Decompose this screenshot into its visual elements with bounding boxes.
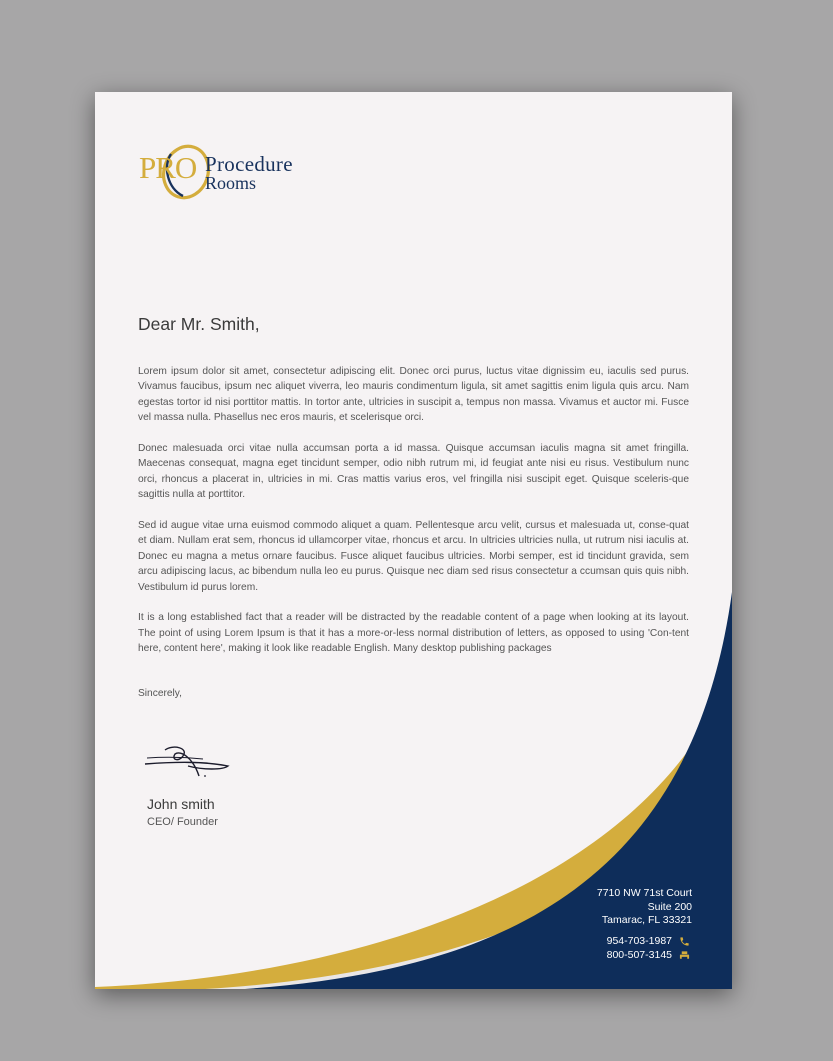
signature-icon [143, 744, 233, 786]
phone-number: 954-703-1987 [606, 935, 672, 947]
logo-line-2: Rooms [205, 173, 257, 193]
fax-number: 800-507-3145 [606, 949, 672, 961]
signer-name: John smith [147, 796, 215, 812]
paragraph-3: Sed id augue vitae urna euismod commodo aliquet a quam. Pellentesque arcu velit, cursus et malesuada ut, conse-quat et diam. Nullam erat sem, rhoncus id ullamcorper vitae, rhoncus et arcu. In ultricies ultricies nulla, ut rutrum nisi iaculis at. Donec eu magna a metus ornare faucibus. Fusce aliquet faucibus ultricies. Morbi semper, est id tincidunt gravida, sem arcu adipiscing lacus, ac bibendum nulla leo eu purus. Quisque nec diam sed risus consectetur a ccumsan quis quis nibh. Vestibulum id purus lorem. [138, 520, 689, 593]
salutation: Dear Mr. Smith, [138, 314, 260, 334]
phone-icon [679, 936, 690, 947]
letter-body [138, 364, 689, 672]
paragraph-1: Lorem ipsum dolor sit amet, consectetur adipiscing elit. Donec orci purus, luctus vitae dignissim eu, iaculis sed purus. Vivamus faucibus, ipsum nec aliquet viverra, leo mauris condimentum ligula, sit amet sagittis enim ligula quis arcu. Nam egestas tortor id nisi porttitor mattis. In tortor ante, ultricies in suscipit a, tempus non massa. Vivamus et auctor mi. Fusce vel massa nulla. Phasellus nec eros mauris, et scelerisque orci. [138, 366, 689, 424]
logo-mark: PRO [139, 150, 197, 185]
contact-info [607, 934, 690, 962]
address-line-2: Suite 200 [647, 900, 692, 913]
closing: Sincerely, [138, 688, 182, 699]
signer-title: CEO/ Founder [147, 816, 218, 828]
address-line-1: 7710 NW 71st Court [596, 887, 692, 899]
company-address [597, 887, 692, 928]
address-line-3: Tamarac, FL 33321 [601, 914, 692, 927]
fax-icon [679, 950, 690, 961]
fax-row [607, 948, 690, 962]
letterhead-page [95, 92, 732, 989]
paragraph-2: Donec malesuada orci vitae nulla accumsan porta a id massa. Quisque accumsan iaculis magna sit amet fringilla. Maecenas consequat, magna eget tincidunt semper, odio nibh rutrum mi, id feugiat ante nisi eu risus. Vestibulum nunc orci, rhoncus a placerat in, ultricies in mi. Cras mattis varius eros, vel fringilla nisi suscipit eget. Quisque sceleris-que sagittis nulla at porttitor. [138, 443, 689, 501]
company-logo [137, 144, 337, 204]
paragraph-4: It is a long established fact that a reader will be distracted by the readable content of a page when looking at its layout. The point of using Lorem Ipsum is that it has a more-or-less normal distribution of letters, as opposed to using 'Con-tent here, content here', making it look like readable English. Many desktop publishing packages [138, 612, 689, 655]
phone-row [607, 934, 690, 948]
logo-line-1: Procedure [205, 152, 293, 176]
logo-wordmark [205, 154, 293, 192]
